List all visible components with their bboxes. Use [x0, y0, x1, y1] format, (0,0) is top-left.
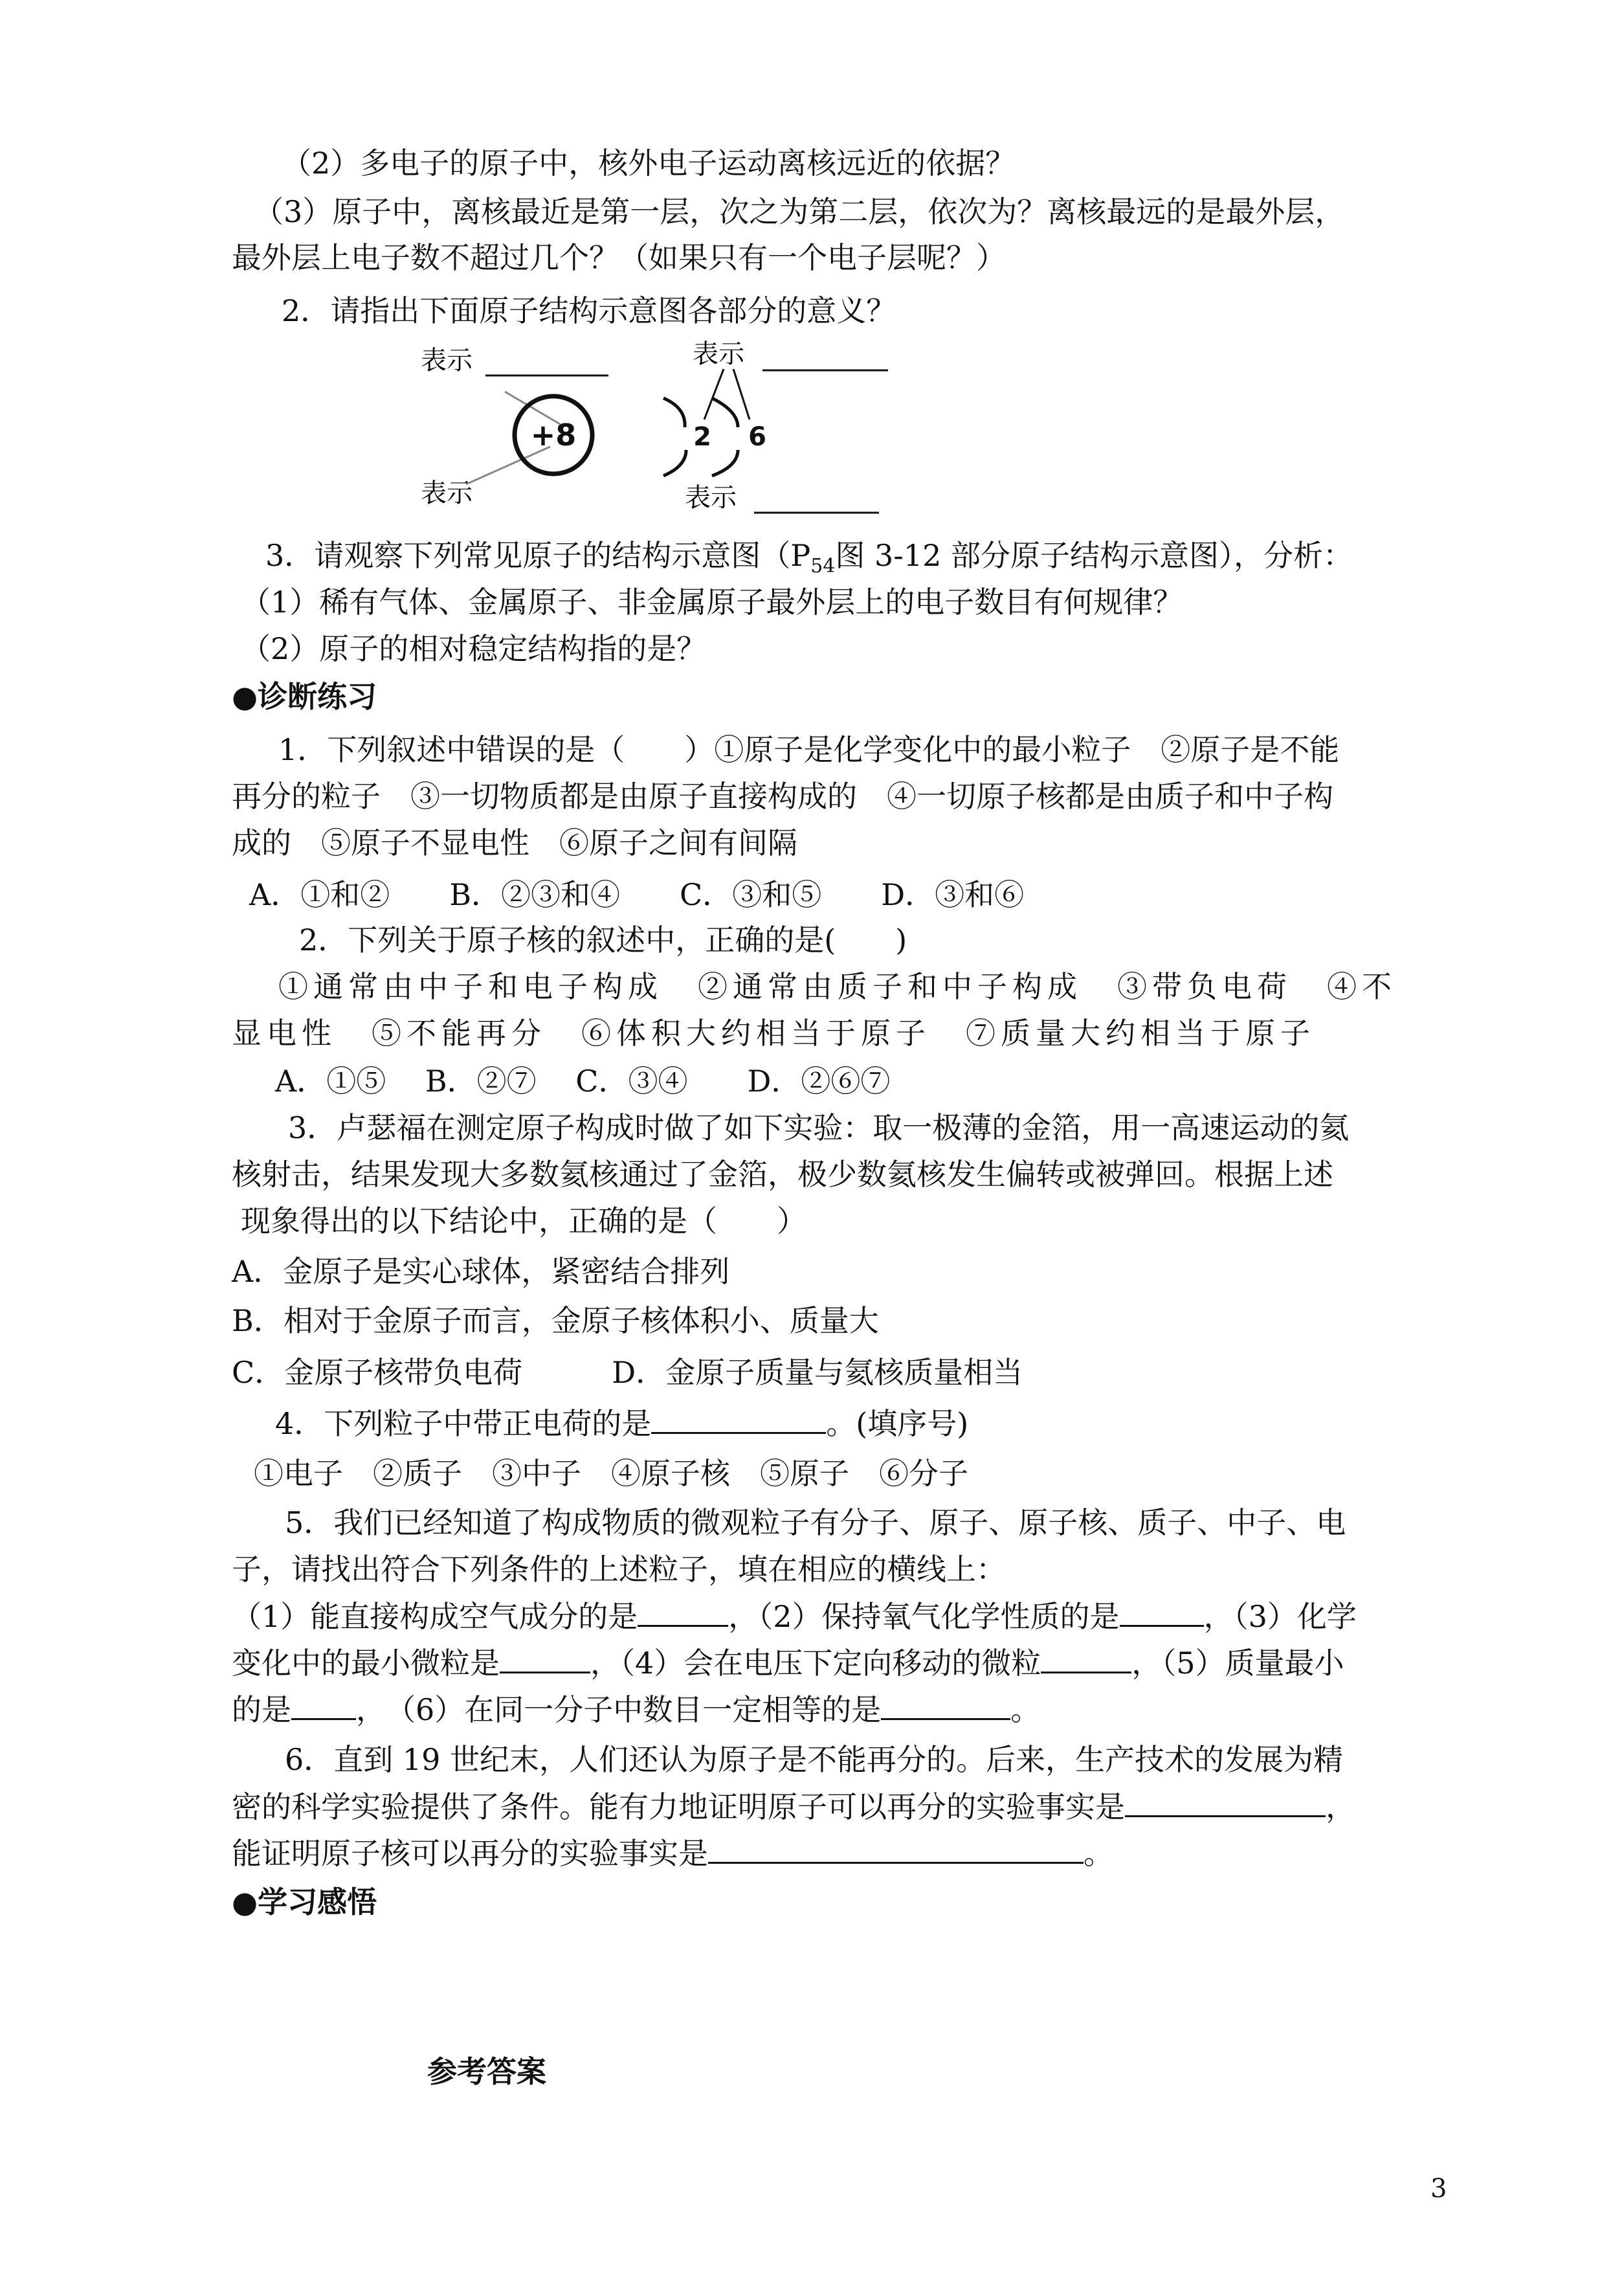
q5-blank-5[interactable]: [291, 1690, 356, 1720]
q5-blank-4[interactable]: [1041, 1643, 1131, 1673]
q1-line3: 成的 ⑤原子不显电性 ⑥原子之间有间隔: [232, 825, 797, 860]
q3-line2: 核射击，结果发现大多数氦核通过了金箔，极少数氦核发生偏转或被弹回。根据上述: [232, 1157, 1333, 1192]
q6-blank-2[interactable]: [708, 1833, 1084, 1864]
diagram-label-nucleus-left: 表示: [421, 346, 473, 375]
section3-q2: （2）原子的相对稳定结构指的是？: [241, 631, 707, 666]
diagram-label-bottom-left: 表示: [421, 478, 473, 508]
atom-structure-diagram: [414, 337, 906, 524]
q4-line1: 4．下列粒子中带正电荷的是 。(填序号): [275, 1404, 968, 1443]
section3-q1: （1）稀有气体、金属原子、非金属原子最外层上的电子数目有何规律？: [241, 585, 1183, 620]
q4-choices: ①电子 ②质子 ③中子 ④原子核 ⑤原子 ⑥分子: [254, 1456, 968, 1491]
section3-prompt: 3．请观察下列常见原子的结构示意图（$P_{54}$图 3-12 部分原子结构示意图），分析：: [265, 538, 1353, 578]
q5-blank-3[interactable]: [500, 1643, 590, 1673]
intro-q2: （2）多电子的原子中，核外电子运动离核远近的依据？: [282, 146, 1016, 181]
q5-line3: （1）能直接构成空气成分的是 ，（2）保持氧气化学性质的是 ，（3）化学: [232, 1596, 1357, 1636]
q2-line2: ①通常由中子和电子构成 ②通常由质子和中子构成 ③带负电荷 ④不: [278, 969, 1397, 1004]
page-ref-subscript: 54: [810, 555, 836, 578]
q5-line4: 变化中的最小微粒是 ，（4）会在电压下定向移动的微粒 ，（5）质量最小: [232, 1643, 1344, 1683]
q3-option-cd: C．金原子核带负电荷 D．金原子质量与氦核质量相当: [232, 1355, 1023, 1390]
q3-line3: 现象得出的以下结论中，正确的是（ ）: [241, 1203, 806, 1238]
diagram-label-shell-top: 表示: [693, 339, 744, 369]
answers-heading: 参考答案: [427, 2054, 546, 2089]
q2-line1: 2．下列关于原子核的叙述中，正确的是( ): [299, 923, 907, 957]
q6-line1: 6．直到 19 世纪末，人们还认为原子是不能再分的。后来，生产技术的发展为精: [285, 1742, 1344, 1777]
q2-options: A．①⑤ B．②⑦ C．③④ D．②⑥⑦: [275, 1064, 891, 1099]
q3-line1: 3．卢瑟福在测定原子构成时做了如下实验：取一极薄的金箔，用一高速运动的氦: [288, 1110, 1350, 1145]
q5-line2: 子，请找出符合下列条件的上述粒子，填在相应的横线上：: [232, 1552, 1006, 1587]
q5-blank-2[interactable]: [1120, 1596, 1204, 1627]
nucleus-charge: +8: [530, 418, 577, 453]
page-number: 3: [1430, 2174, 1447, 2204]
diagnostic-heading: ●诊断练习: [232, 679, 377, 714]
q1-options: A．①和② B．②③和④ C．③和⑤ D．③和⑥: [249, 877, 1025, 912]
q3-option-b: B．相对于金原子而言，金原子核体积小、质量大: [232, 1303, 879, 1338]
q3-option-a: A．金原子是实心球体，紧密结合排列: [232, 1254, 730, 1289]
q5-line1: 5．我们已经知道了构成物质的微观粒子有分子、原子、原子核、质子、中子、电: [285, 1505, 1346, 1540]
shell2-electrons: 6: [748, 422, 766, 452]
q2-line3: 显电性 ⑤不能再分 ⑥体积大约相当于原子 ⑦质量大约相当于原子: [232, 1016, 1315, 1051]
q1-line1: 1．下列叙述中错误的是（ ）①原子是化学变化中的最小粒子 ②原子是不能: [278, 732, 1340, 767]
shell1-electrons: 2: [693, 422, 711, 452]
intro-q3-line2: 最外层上电子数不超过几个？（如果只有一个电子层呢？）: [232, 240, 1006, 275]
q6-blank-1[interactable]: [1125, 1787, 1326, 1817]
q5-blank-6[interactable]: [881, 1690, 1010, 1720]
intro-q3-line1: （3）原子中，离核最近是第一层，次之为第二层，依次为？离核最远的是最外层，: [254, 194, 1345, 229]
section2-prompt: 2．请指出下面原子结构示意图各部分的意义？: [282, 293, 896, 328]
reflection-heading: ●学习感悟: [232, 1885, 377, 1919]
q6-line3: 能证明原子核可以再分的实验事实是 。: [232, 1833, 1113, 1873]
q5-line5: 的是 ， （6）在同一分子中数目一定相等的是 。: [232, 1690, 1040, 1729]
q6-line2: 密的科学实验提供了条件。能有力地证明原子可以再分的实验事实是 ，: [232, 1787, 1355, 1826]
diagram-label-shell-bottom: 表示: [685, 483, 737, 513]
q4-answer-blank[interactable]: [651, 1404, 826, 1434]
q5-blank-1[interactable]: [638, 1596, 728, 1627]
q1-line2: 再分的粒子 ③一切物质都是由原子直接构成的 ④一切原子核都是由质子和中子构: [232, 779, 1333, 814]
